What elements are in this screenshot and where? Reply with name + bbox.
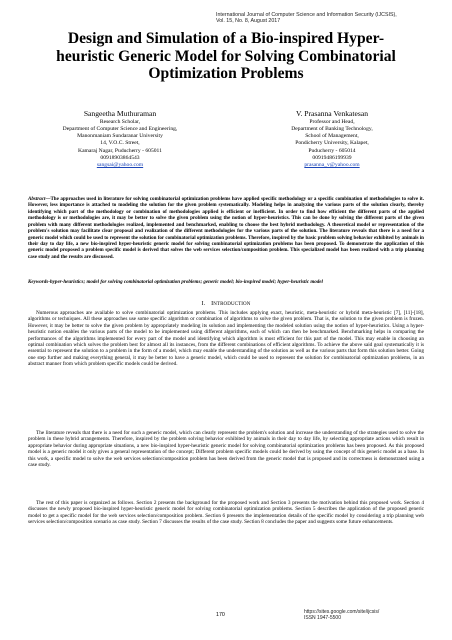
author-address-line-2: Puducherry - 605014: [308, 147, 356, 154]
abstract-text: —The approaches used in literature for solving combinatorial optimization problems have applied specific methodology or a specific combination of methodologies to solve it. However, less importance is attached to modeling the solution for the given problem systematically. Modeling helps in analyzing the various parts of the solution clearly, thereby identifying which part of the methodology or combination of methodologies applied is efficient or inefficient. In order to find how efficient the different parts of the applied methodology is or methodologies are, it may be better to solve the given problem using the notion of hyper-heuristics. This can be done by solving the different parts of the given problem with many different methodologies realized, implemented and benchmarked, enabling to choose the best hybrid methodology. A theoretical model or representation of the problem's solution may facilitate clear proposal and realization of the different methodologies for the various parts of the solution. The literature reveals that there is a need for a generic model which could be used to represent the solution for combinatorial optimization problems. Therefore, inspired by the basic problem solving behavior exhibited by animals in their day to day life, a new bio-inspired hyper-heuristic generic model for solving combinatorial optimization problems has been proposed. To demonstrate the application of this generic model proposed a problem specific model is derived that solves the web services selection/composition problem. This specialized model has been realized with a trip planning case study and the results are discussed.: [28, 196, 424, 260]
title-line-1: Design and Simulation of a Bio-inspired Hyper-: [67, 30, 385, 47]
footer-issn: ISSN 1947-5500: [304, 615, 341, 621]
footer-info: [304, 609, 379, 621]
body-paragraph: The rest of this paper is organized as follows. Section 2 presents the background for the proposed work and Section 3 presents the motivation behind this proposed work. Section 4 discusses the newly proposed bio-inspired hyper-heuristic generic model for solving combinatorial optimization problems. Section 5 describes the application of the proposed generic model to get a specific model for the web services selection/composition problem. Section 6 presents the implementation details of the specific model by considering a trip planning web services selection/composition scenario as case study. Section 7 discusses the results of the case study. Section 8 concludes the paper and suggests some future enhancements.: [28, 500, 424, 526]
author-address-line-1: 14, V.O.C. Street,: [100, 140, 140, 147]
section-title-initial: I: [211, 300, 214, 307]
page-number: 170: [216, 612, 225, 618]
abstract: [28, 196, 424, 260]
author-name: Sangeetha Muthuraman: [83, 109, 157, 118]
author-role: Research Scholar,: [99, 118, 141, 125]
journal-header: [216, 12, 436, 24]
body-paragraph: The literature reveals that there is a need for such a generic model, which can clearly represent the problem's solution and increase the understanding of the strategies used to solve the problem in these hybrid arrangements. Therefore, inspired by the problem solving behavior exhibited by animals in their day to day life, by selecting appropriate actions which result in appropriate behavior during appropriate situations, a new bio-inspired hyper-heuristic generic model for solving combinatorial optimization problems has been proposed. As this proposed model is a generic model it only gives a general representation of the concept; Different problem specific models could be derived by using the concept of this generic model as a base. In this work, a specific model to solve the web services selection/composition problem has been derived from the generic model that is proposed and its correctness is demonstrated using a case study.: [28, 430, 424, 468]
author-phone: 00918903864543: [100, 154, 140, 161]
title-line-3: Optimization Problems: [148, 65, 304, 83]
section-title-rest: NTRODUCTION: [213, 302, 251, 307]
section-heading-introduction: [0, 300, 452, 307]
journal-name: International Journal of Computer Science and Information Security (IJCSIS),: [216, 12, 397, 18]
paper-title: [36, 30, 416, 83]
title-line-2: heuristic Generic Model for Solving Combinatorial: [56, 47, 396, 65]
abstract-label: Abstract: [28, 196, 46, 202]
author-block-2: [232, 109, 432, 170]
author-university: Manonmaniam Sundaranar University: [77, 133, 163, 140]
author-department: Department of Computer Science and Engineering,: [62, 125, 178, 132]
author-email-link[interactable]: sangsai@yahoo.com: [96, 162, 144, 169]
author-department: Department of Banking Technology,: [291, 125, 373, 132]
section-number: I.: [201, 300, 206, 307]
author-name: V. Prasanna Venkatesan: [295, 109, 369, 118]
author-university: School of Management,: [305, 133, 359, 140]
keywords: Keywords-hyper-heuristics; model for solving combinatorial optimization problems; generic model; bio-inspired model; hyper-heuristic model: [28, 279, 323, 285]
author-role: Professor and Head,: [309, 118, 355, 125]
author-block-1: [20, 109, 220, 170]
footer-url-link[interactable]: https://sites.google.com/site/ijcsis/: [304, 609, 380, 615]
author-email-link[interactable]: prasanna_v@yahoo.com: [304, 162, 360, 169]
journal-volume: Vol. 15, No. 8, August 2017: [216, 18, 281, 25]
author-address-line-1: Pondicherry University, Kalapet,: [295, 140, 369, 147]
author-phone: 00919486199939: [312, 154, 352, 161]
body-paragraph: Numerous approaches are available to solve combinatorial optimization problems. This includes applying exact, heuristic, meta-heuristic or hybrid meta-heuristic [7], [11]-[18], algorithms or techniques. All these approaches use some specific algorithm or combination of algorithms to solve the given problem. That is, the solution to the given problem is frozen. However, it may be better to solve the given problem by appropriately modeling its solution and implementing the modeled solution using the notion of hyper-heuristics. Using a hyper-heuristic notion enables the various parts of the model to be implemented using different algorithms, each of which can then be benchmarked. Benchmarking helps in comparing the performances of the algorithms implemented for every part of the model and identifying which algorithm is most efficient for this part of the model. This may enable in choosing an optimal combination which solves the problem best for almost all its instances, from the different combinations of efficient algorithms. To achieve the above said goal systematically it is essential to represent the solution to a problem in the form of a model, which may enable the understanding of the solution as well as the various parts that form this solution better. Going one step further and making everything general, it may be better to have a generic model, which could be used to represent the solution for combinatorial optimization problems, in an abstract manner from which problem specific models could be derived.: [28, 310, 424, 367]
author-address-line-2: Kamaraj Nagar, Puducherry - 605011: [78, 147, 162, 154]
